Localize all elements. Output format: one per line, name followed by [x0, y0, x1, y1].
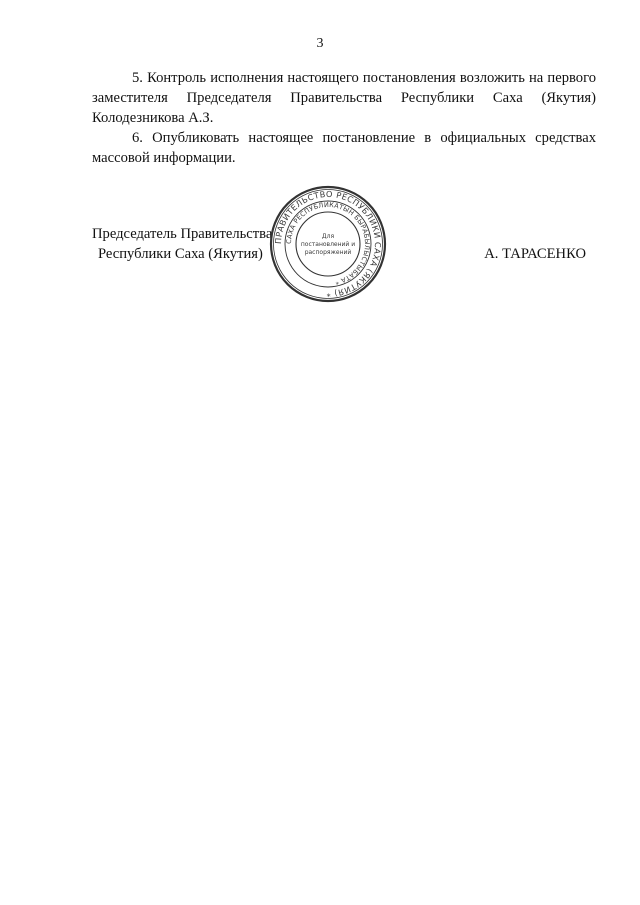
page-number: 3 — [316, 36, 324, 51]
document-body — [92, 68, 596, 168]
seal-center-line-3: распоряжений — [304, 249, 352, 256]
seal-inner-text: САХА РЕСПУБЛИКАТЫН БЫРАБЫЛЫСТЫБАТА * — [284, 200, 372, 287]
signatory-title-line-2: Республики Саха (Якутия) — [98, 246, 263, 262]
seal-center-line-2: постановлений и — [300, 241, 356, 248]
signatory-name: А. ТАРАСЕНКО — [484, 246, 586, 262]
official-seal — [268, 184, 388, 304]
seal-outer-text: ПРАВИТЕЛЬСТВО РЕСПУБЛИКИ САХА (ЯКУТИЯ) * — [272, 188, 384, 300]
paragraph-6: 6. Опубликовать настоящее постановление в официальных средствах массовой информации. — [92, 130, 596, 166]
paragraph-5: 5. Контроль исполнения настоящего постановления возложить на первого заместителя Председателя Правительства Республики Саха (Якутия) Колодезникова А.З. — [92, 70, 596, 126]
seal-stamp-icon — [268, 184, 388, 304]
signatory-title — [92, 224, 272, 264]
seal-center-line-1: Для — [321, 233, 335, 240]
signatory-title-line-1: Председатель Правительства — [92, 226, 273, 242]
